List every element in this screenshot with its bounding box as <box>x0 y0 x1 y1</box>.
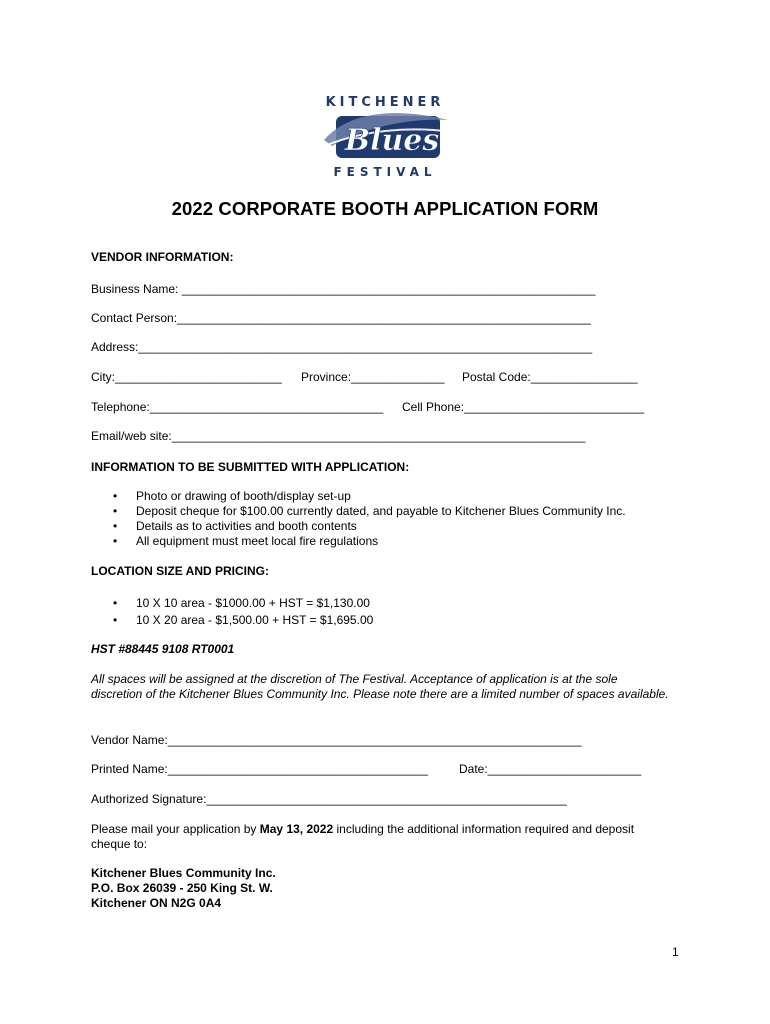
mailing-instructions: Please mail your application by May 13, 2022 including the additional information required and deposit cheque to: <box>91 822 635 851</box>
bullet-icon: • <box>113 489 118 503</box>
logo-middle-text: Blues <box>344 123 440 158</box>
bullet-icon: • <box>113 519 118 533</box>
date-field[interactable]: Date:_______________________ <box>459 762 642 776</box>
contact-person-field[interactable]: Contact Person:______________________________________________________________ <box>91 311 591 325</box>
page-number: 1 <box>672 945 679 959</box>
vendor-name-field[interactable]: Vendor Name:______________________________________________________________ <box>91 733 582 747</box>
province-field[interactable]: Province:______________ <box>301 370 445 384</box>
submission-list <box>91 489 626 549</box>
deadline-date: May 13, 2022 <box>259 822 334 836</box>
hst-number: HST #88445 9108 RT0001 <box>91 642 235 656</box>
bullet-icon: • <box>113 534 118 548</box>
postal-code-field[interactable]: Postal Code:________________ <box>462 370 638 384</box>
bullet-icon: • <box>113 596 118 610</box>
pricing-heading: LOCATION SIZE AND PRICING: <box>91 564 269 578</box>
mailing-address-line-1: Kitchener Blues Community Inc. <box>91 866 276 880</box>
bullet-icon: • <box>113 504 118 518</box>
form-title: 2022 CORPORATE BOOTH APPLICATION FORM <box>171 198 599 219</box>
mailing-address-line-2: P.O. Box 26039 - 250 King St. W. <box>91 881 273 895</box>
list-item: • Details as to activities and booth contents <box>113 519 357 533</box>
list-item: • Deposit cheque for $100.00 currently dated, and payable to Kitchener Blues Community Inc. <box>113 504 626 518</box>
mailing-address-line-3: Kitchener ON N2G 0A4 <box>91 896 222 910</box>
city-field[interactable]: City:_________________________ <box>91 370 282 384</box>
vendor-info-heading: VENDOR INFORMATION: <box>91 250 234 264</box>
pricing-list <box>91 596 373 628</box>
printed-name-field[interactable]: Printed Name:_______________________________________ <box>91 762 428 776</box>
authorized-signature-field[interactable]: Authorized Signature:______________________________________________________ <box>91 792 567 806</box>
email-web-field[interactable]: Email/web site:______________________________________________________________ <box>91 429 586 443</box>
logo-blues-mark <box>320 113 452 158</box>
kitchener-blues-festival-logo <box>310 90 460 182</box>
logo-bottom-text: FESTIVAL <box>333 165 437 179</box>
list-item: • 10 X 20 area - $1,500.00 + HST = $1,695.00 <box>113 613 374 627</box>
list-item: • Photo or drawing of booth/display set-up <box>113 489 351 503</box>
address-field[interactable]: Address:____________________________________________________________________ <box>91 340 593 354</box>
submission-heading: INFORMATION TO BE SUBMITTED WITH APPLICATION: <box>91 460 410 474</box>
telephone-field[interactable]: Telephone:___________________________________ <box>91 400 384 414</box>
logo-top-text: KITCHENER <box>325 95 445 110</box>
cell-phone-field[interactable]: Cell Phone:___________________________ <box>402 400 645 414</box>
list-item: • 10 X 10 area - $1000.00 + HST = $1,130.00 <box>113 596 370 610</box>
bullet-icon: • <box>113 613 118 627</box>
allocation-note: All spaces will be assigned at the discretion of The Festival. Acceptance of application is at the sole discretion of the Kitchener Blues Community Inc. Please note there are a limited number of spaces available. <box>91 672 669 701</box>
list-item: • All equipment must meet local fire regulations <box>113 534 379 548</box>
business-name-field[interactable]: Business Name: ______________________________________________________________ <box>91 282 596 296</box>
